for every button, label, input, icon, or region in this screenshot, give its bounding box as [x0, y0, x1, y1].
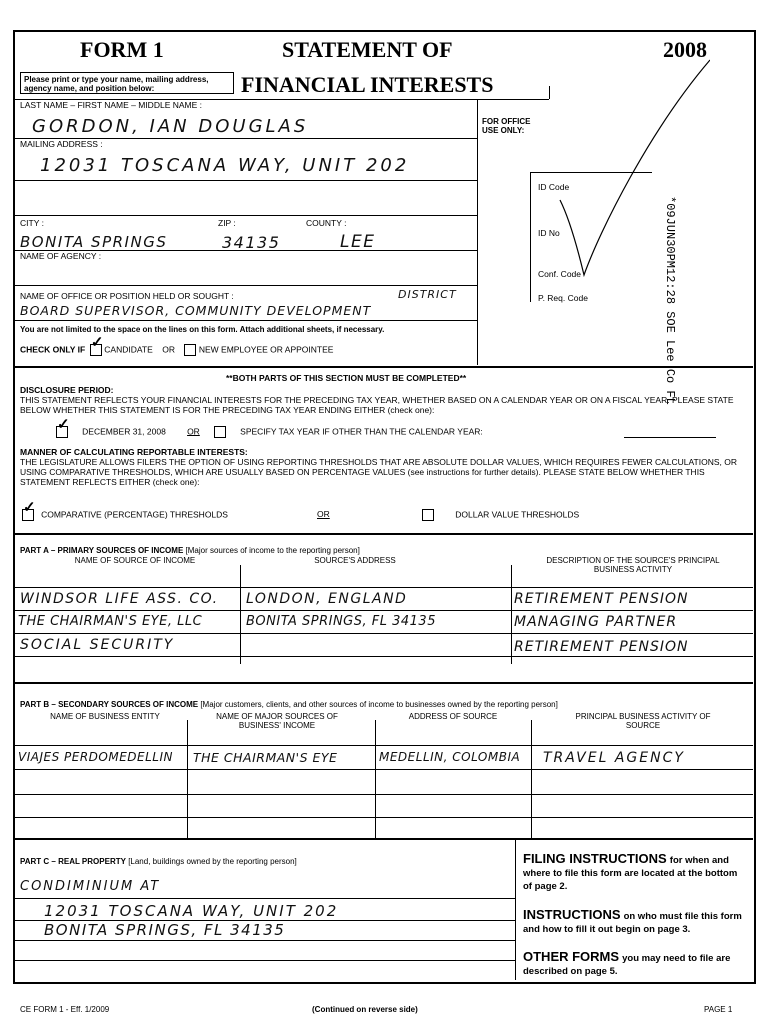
- section-rule: [14, 366, 753, 368]
- instructions-text: on who must file this form and how to fill it out begin on page 3.: [523, 911, 742, 935]
- zip-label: ZIP :: [218, 218, 236, 228]
- title-line1: STATEMENT OF: [282, 37, 453, 62]
- rule: [477, 99, 478, 365]
- rule: [14, 794, 753, 795]
- office-value-top[interactable]: DISTRICT: [398, 288, 457, 301]
- rule: [511, 565, 512, 664]
- rule: [14, 320, 477, 321]
- part-b-row1-address[interactable]: MEDELLIN, COLOMBIA: [379, 750, 521, 764]
- specify-checkbox[interactable]: [214, 426, 226, 438]
- rule: [14, 610, 753, 611]
- candidate-checkbox[interactable]: [90, 344, 102, 356]
- comparative-label: COMPARATIVE (PERCENTAGE) THRESHOLDS: [41, 509, 228, 520]
- part-b-col2: NAME OF MAJOR SOURCES OF BUSINESS' INCOME: [216, 712, 338, 730]
- check-only-if-label: CHECK ONLY IF: [20, 344, 86, 355]
- rule: [375, 720, 376, 838]
- or-label: OR: [162, 344, 175, 355]
- specify-line[interactable]: [624, 437, 716, 438]
- part-a-row2-name[interactable]: THE CHAIRMAN'S EYE, LLC: [18, 614, 203, 629]
- part-a-col3: DESCRIPTION OF THE SOURCE'S PRINCIPAL BUSINESS ACTIVITY: [546, 556, 720, 574]
- part-b-title: PART B – SECONDARY SOURCES OF INCOME: [20, 700, 199, 709]
- part-c-title: PART C – REAL PROPERTY: [20, 857, 126, 866]
- rule: [14, 587, 753, 588]
- id-no-label: ID No: [538, 228, 560, 238]
- mailing-value[interactable]: 12031 TOSCANA WAY, UNIT 202: [40, 155, 410, 176]
- other-forms-note: [523, 950, 747, 978]
- checkmark-scribble: [540, 50, 710, 290]
- manner-text: THE LEGISLATURE ALLOWS FILERS THE OPTION OF USING REPORTING THRESHOLDS THAT ARE ABSOLUTE DOLLAR VALUES, WHICH REQUIRES FEWER CALCULATIONS, OR USING COMPARATIVE THRESHOLDS, WHICH ARE USUALLY BASED ON PERCENTAGE VALUES (see instructions for further details). PLEASE STATE BELOW WHETHER THIS STATEMENT REFLECTS EITHER (check one):: [20, 457, 737, 487]
- office-use-title: [482, 117, 530, 135]
- rule: [14, 633, 753, 634]
- check-row: [20, 344, 333, 356]
- rule: [14, 180, 477, 181]
- part-a-row3-activity[interactable]: RETIREMENT PENSION: [514, 639, 689, 655]
- dec31-checkbox[interactable]: [56, 426, 68, 438]
- rule: [14, 285, 477, 286]
- form-label: FORM 1: [80, 37, 164, 62]
- agency-label: NAME OF AGENCY :: [20, 251, 102, 261]
- office-label: NAME OF OFFICE OR POSITION HELD OR SOUGHT :: [20, 291, 234, 301]
- rule: [14, 817, 753, 818]
- filing-instructions: [523, 852, 747, 893]
- rule: [515, 838, 516, 980]
- footer-form-id: CE FORM 1 - Eff. 1/2009: [20, 1005, 110, 1014]
- section-rule: [14, 533, 753, 535]
- instructions-title: INSTRUCTIONS: [523, 907, 621, 922]
- footer-continued: (Continued on reverse side): [312, 1005, 418, 1014]
- id-code-label: ID Code: [538, 182, 570, 192]
- other-forms-text: you may need to file are described on page 5.: [523, 953, 731, 977]
- mailing-label: MAILING ADDRESS :: [20, 139, 103, 149]
- section-rule: [14, 682, 753, 684]
- dollar-checkbox[interactable]: [422, 509, 434, 521]
- rule: [187, 720, 188, 838]
- part-a-title: PART A – PRIMARY SOURCES OF INCOME: [20, 546, 184, 555]
- manner-or-label: OR: [317, 509, 330, 519]
- p-req-code-label: P. Req. Code: [538, 293, 588, 303]
- rule: [14, 656, 753, 657]
- part-b-col4: PRINCIPAL BUSINESS ACTIVITY OF SOURCE: [575, 712, 711, 730]
- rule: [14, 960, 515, 961]
- new-employee-label: NEW EMPLOYEE OR APPOINTEE: [198, 344, 334, 355]
- new-employee-checkbox[interactable]: [184, 344, 196, 356]
- rule: [14, 769, 753, 770]
- period-options: [56, 426, 483, 438]
- part-a-col2: SOURCE'S ADDRESS: [314, 556, 396, 565]
- part-c-title-row: [20, 857, 297, 866]
- title-line2: FINANCIAL INTERESTS: [241, 72, 494, 97]
- part-a-row1-address[interactable]: LONDON, ENGLAND: [246, 591, 408, 607]
- rule: [14, 745, 753, 746]
- part-a-title-row: [20, 546, 360, 555]
- part-a-row1-activity[interactable]: RETIREMENT PENSION: [514, 591, 689, 607]
- office-value[interactable]: BOARD SUPERVISOR, COMMUNITY DEVELOPMENT: [20, 303, 372, 318]
- rule: [14, 898, 515, 899]
- office-use-line2: USE ONLY:: [482, 126, 525, 135]
- other-forms-title: OTHER FORMS: [523, 949, 620, 964]
- form-year: 2008: [663, 37, 707, 62]
- dollar-option: [422, 509, 579, 521]
- part-b-row1-activity[interactable]: TRAVEL AGENCY: [543, 750, 685, 766]
- part-b-row1-source[interactable]: THE CHAIRMAN'S EYE: [193, 750, 338, 765]
- part-a-row3-name[interactable]: SOCIAL SECURITY: [20, 637, 175, 653]
- period-title: DISCLOSURE PERIOD:: [20, 385, 114, 395]
- section-rule: [14, 838, 753, 840]
- part-b-title-row: [20, 700, 558, 709]
- part-c-line3[interactable]: BONITA SPRINGS, FL 34135: [44, 921, 286, 939]
- part-c-subtitle: [Land, buildings owned by the reporting person]: [128, 857, 297, 866]
- date-stamp-text: *09JUN30PM12:28 SOE Lee Co FL: [663, 196, 677, 405]
- zip-value[interactable]: 34135: [222, 233, 281, 252]
- filing-title: FILING INSTRUCTIONS: [523, 851, 667, 866]
- office-use-line1: FOR OFFICE: [482, 117, 531, 126]
- rule: [531, 720, 532, 838]
- manner-title: MANNER OF CALCULATING REPORTABLE INTERESTS:: [20, 447, 248, 457]
- county-label: COUNTY :: [306, 218, 347, 228]
- city-value[interactable]: BONITA SPRINGS: [20, 233, 168, 251]
- name-value[interactable]: GORDON, IAN DOUGLAS: [32, 116, 309, 137]
- city-label: CITY :: [20, 218, 44, 228]
- manner-options: [22, 509, 722, 521]
- both-parts-note: **BOTH PARTS OF THIS SECTION MUST BE COMPLETED**: [226, 373, 467, 383]
- dec31-label: DECEMBER 31, 2008: [82, 426, 166, 437]
- name-label: LAST NAME – FIRST NAME – MIDDLE NAME :: [20, 100, 203, 110]
- footer-page: PAGE 1: [704, 1005, 733, 1014]
- part-b-subtitle: [Major customers, clients, and other sources of income to businesses owned by the reporting person]: [200, 700, 558, 709]
- part-a-subtitle: [Major sources of income to the reporting person]: [185, 546, 360, 555]
- rule: [14, 215, 477, 216]
- dollar-label: DOLLAR VALUE THRESHOLDS: [455, 509, 580, 520]
- part-a-row1-name[interactable]: WINDSOR LIFE ASS. CO.: [20, 591, 219, 607]
- not-limited-note: You are not limited to the space on the lines on this form. Attach additional sheets, if necessary.: [20, 325, 385, 334]
- rule: [14, 940, 515, 941]
- comparative-checkbox[interactable]: [22, 509, 34, 521]
- part-a-row2-address[interactable]: BONITA SPRINGS, FL 34135: [246, 614, 436, 629]
- candidate-label: CANDIDATE: [104, 344, 153, 355]
- rule: [240, 565, 241, 664]
- period-or-label: OR: [187, 426, 200, 437]
- filing-text: for when and where to file this form are located at the bottom of page 2.: [523, 855, 738, 892]
- conf-code-label: Conf. Code: [538, 269, 581, 279]
- specify-label: SPECIFY TAX YEAR IF OTHER THAN THE CALENDAR YEAR:: [240, 426, 483, 437]
- part-a-col1: NAME OF SOURCE OF INCOME: [74, 556, 196, 565]
- office-rule: [530, 172, 531, 302]
- part-c-line1[interactable]: CONDIMINIUM AT: [20, 879, 161, 894]
- instructions-note: [523, 908, 747, 936]
- part-b-row1-entity[interactable]: VIAJES PERDOMEDELLIN: [18, 750, 173, 764]
- county-value[interactable]: LEE: [340, 232, 376, 252]
- part-b-col3: ADDRESS OF SOURCE: [408, 712, 498, 721]
- date-stamp: [661, 196, 677, 405]
- part-c-line2[interactable]: 12031 TOSCANA WAY, UNIT 202: [44, 902, 339, 920]
- print-instructions: Please print or type your name, mailing address, agency name, and position below:: [20, 72, 234, 94]
- part-b-col1: NAME OF BUSINESS ENTITY: [50, 712, 160, 721]
- period-text: THIS STATEMENT REFLECTS YOUR FINANCIAL INTERESTS FOR THE PRECEDING TAX YEAR, WHETHER BASED ON A CALENDAR YEAR OR ON A FISCAL YEAR. PLEASE STATE BELOW WHETHER THIS STATEMENT IS FOR THE PRECEDING TAX YEAR ENDING EITHER (check one):: [20, 395, 734, 415]
- rule: [477, 99, 549, 100]
- part-a-row2-activity[interactable]: MANAGING PARTNER: [514, 614, 678, 630]
